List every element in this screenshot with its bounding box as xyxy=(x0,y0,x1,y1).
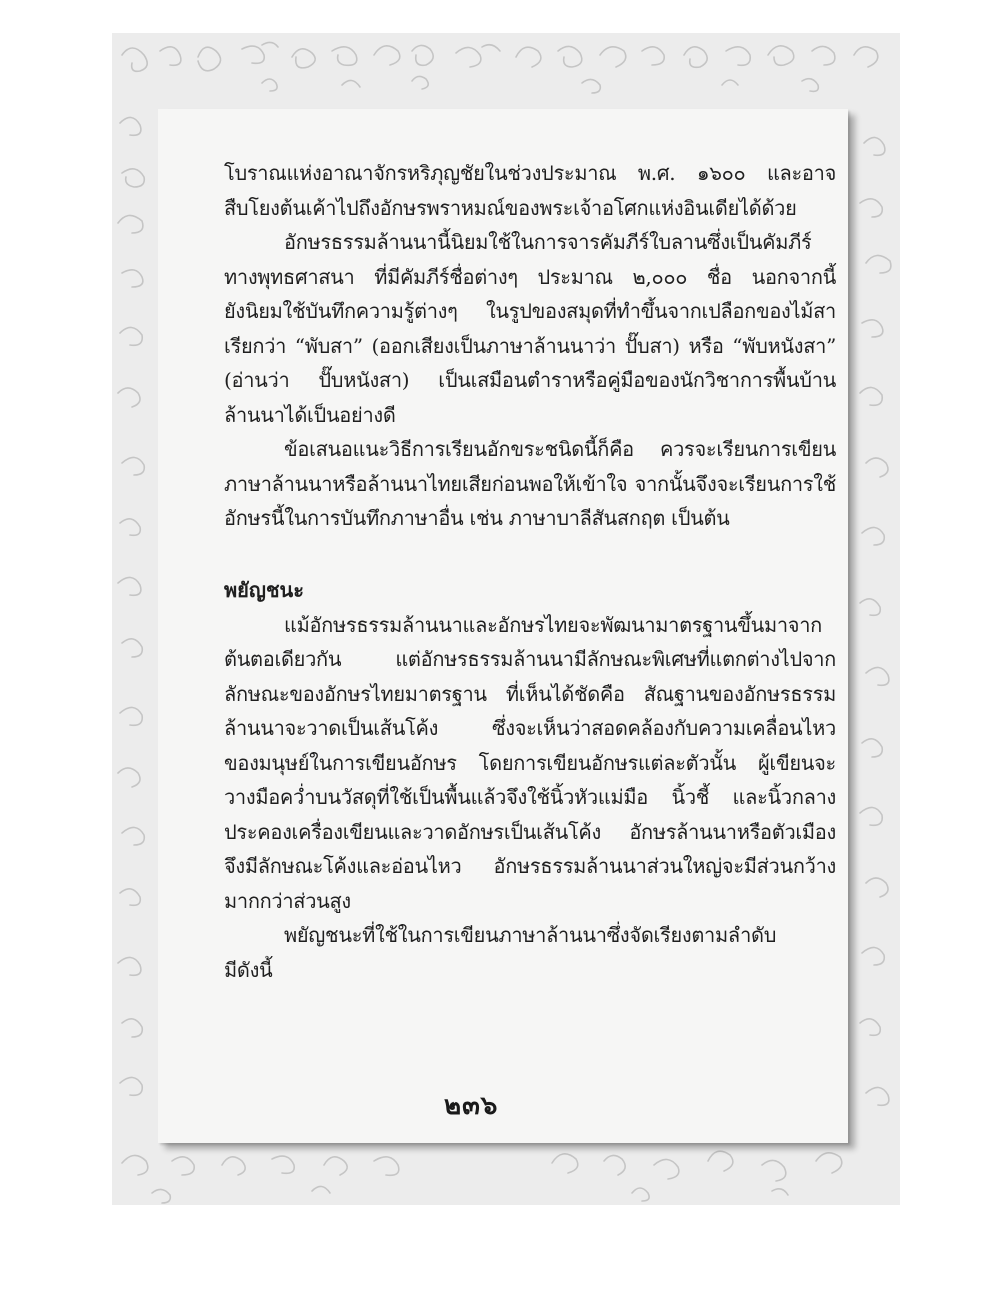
text-line: แม้อักษรธรรมล้านนาและอักษรไทยจะพัฒนามาตรฐานขึ้นมาจาก xyxy=(284,612,822,637)
text-line: ของมนุษย์ในการเขียนอักษร โดยการเขียนอักษรแต่ละตัวนั้น ผู้เขียนจะ xyxy=(224,750,836,775)
text-line: ประคองเครื่องเขียนและวาดอักษรเป็นเส้นโค้ง อักษรล้านนาหรือตัวเมือง xyxy=(224,819,836,844)
section-heading: พยัญชนะ xyxy=(224,577,304,602)
text-line: ต้นตอเดียวกัน แต่อักษรธรรมล้านนามีลักษณะพิเศษที่แตกต่างไปจาก xyxy=(224,647,836,671)
text-line: ภาษาล้านนาหรือล้านนาไทยเสียก่อนพอให้เข้าใจ จากนั้นจึงจะเรียนการใช้ xyxy=(224,471,836,496)
text-line: มีดังนี้ xyxy=(224,957,273,982)
text-line: วางมือคว่ำบนวัสดุที่ใช้เป็นพื้นแล้วจึงใช้นิ้วหัวแม่มือ นิ้วชี้ และนิ้วกลาง xyxy=(224,785,836,809)
text-line: สืบโยงต้นเค้าไปถึงอักษรพราหมณ์ของพระเจ้าอโศกแห่งอินเดียได้ด้วย xyxy=(224,195,797,220)
text-line: อักษรนี้ในการบันทึกภาษาอื่น เช่น ภาษาบาลีสันสกฤต เป็นต้น xyxy=(224,506,730,530)
text-line: ทางพุทธศาสนา ที่มีคัมภีร์ชื่อต่างๆ ประมาณ ๒,๐๐๐ ชื่อ นอกจากนี้ xyxy=(224,264,836,289)
page-number: ๒๓๖ xyxy=(444,1091,499,1121)
text-line: อักษรธรรมล้านนานี้นิยมใช้ในการจารคัมภีร์ใบลานซึ่งเป็นคัมภีร์ xyxy=(284,230,812,254)
text-line: ล้านนาจะวาดเป็นเส้นโค้ง ซึ่งจะเห็นว่าสอดคล้องกับความเคลื่อนไหว xyxy=(224,716,836,740)
text-line: โบราณแห่งอาณาจักรหริภุญชัยในช่วงประมาณ พ.ศ. ๑๖๐๐ และอาจ xyxy=(224,161,836,185)
text-line: ลักษณะของอักษรไทยมาตรฐาน ที่เห็นได้ชัดคือ สัณฐานของอักษรธรรม xyxy=(224,681,836,706)
body-text xyxy=(224,156,836,987)
text-line: มากกว่าส่วนสูง xyxy=(224,888,351,913)
scanned-page xyxy=(112,33,900,1205)
document-sheet xyxy=(158,109,848,1143)
text-line: ข้อเสนอแนะวิธีการเรียนอักขระชนิดนี้ก็คือ ควรจะเรียนการเขียน xyxy=(284,437,836,461)
text-line: ล้านนาได้เป็นอย่างดี xyxy=(224,402,396,427)
text-line: เรียกว่า “พับสา” (ออกเสียงเป็นภาษาล้านนาว่า ปั๊บสา) หรือ “พับหนังสา” xyxy=(224,333,836,358)
text-line: ยังนิยมใช้บันทึกความรู้ต่างๆ ในรูปของสมุดที่ทำขึ้นจากเปลือกของไม้สา xyxy=(224,299,836,323)
paragraph-gap xyxy=(224,536,836,572)
text-line: (อ่านว่า ปั๊บหนังสา) เป็นเสมือนตำราหรือคู่มือของนักวิชาการพื้นบ้าน xyxy=(224,368,836,392)
text-line: จึงมีลักษณะโค้งและอ่อนไหว อักษรธรรมล้านนาส่วนใหญ่จะมีส่วนกว้าง xyxy=(224,854,836,878)
text-line: พยัญชนะที่ใช้ในการเขียนภาษาล้านนาซึ่งจัดเรียงตามลำดับ xyxy=(284,923,777,947)
